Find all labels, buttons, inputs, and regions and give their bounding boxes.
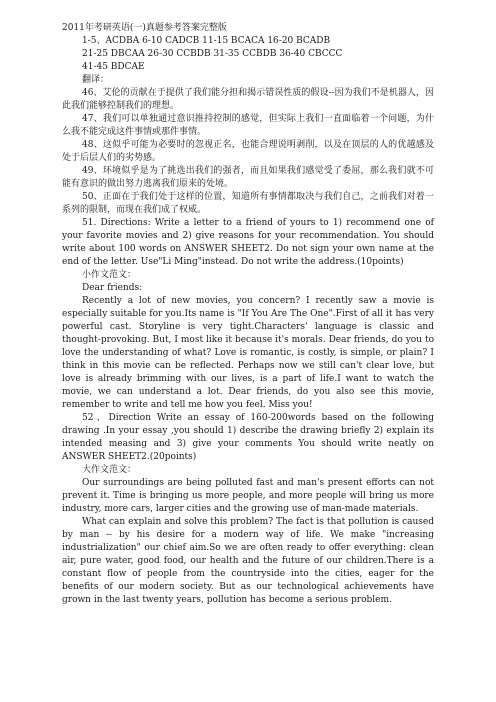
question-52-prompt: 52、Direction Write an essay of 160-200words based on the following drawing .In your essay ,you should 1) describe the drawing briefly 2) explain its intended measing and 3) give your comments You should write neatly on ANSWER SHEET2.(20points): [62, 413, 434, 462]
answer-line: 41-45 BDCAE: [82, 62, 145, 72]
answer-line: 21-25 DBCAA 26-30 CCBDB 31-35 CCBDB 36-40 CBCCC: [82, 49, 343, 59]
translation-item: 50、正面在于我们处于这样的位置，知道所有事情都取决与我们自己，之前我们对着一系列的限制，而现在我们成了权威。: [62, 192, 434, 215]
translation-item: 46、艾伦的贡献在于提供了我们能分担和揭示错误性质的假设--因为我们不是机器人，因此我们能够控制我们的理想。: [62, 88, 434, 111]
translation-item: 49、环境似乎是为了挑选出我们的强者，而且如果我们感觉受了委屈，那么我们就不可能有意识的做出努力逃离我们原来的处境。: [62, 166, 434, 189]
answer-line: 1-5、ACDBA 6-10 CADCB 11-15 BCACA 16-20 BCADB: [82, 36, 331, 46]
document-body: [62, 22, 434, 607]
translation-item: 48、这似乎可能为必要时的忽视正名，也能合理说明剥削，以及在顶层的人的优越感及处于后层人们的劣势感。: [62, 140, 434, 163]
small-essay-label: 小作文范文：: [82, 270, 137, 280]
small-essay-salutation: Dear friends:: [82, 283, 143, 293]
translation-item: 47、我们可以单独通过意识推持控制的感觉，但实际上我们一直面临着一个问题，为什么我不能完成这件事情或那件事情。: [62, 114, 434, 137]
big-essay-label: 大作文范文：: [82, 465, 137, 475]
small-essay-body: Recently a lot of new movies, you concern? I recently saw a movie is especially suitable for you.Its name is "If You Are The One".First of all it has very powerful cast. Storyline is very tight.Characters' language is classic and thought-provoking. But, I most like it because it's morals. Dear friends, do you to love the understanding of what? Love is romantic, is costly, is simple, or plain? I think in this movie can be reflected. Perhaps now we still can't clear love, but love is already brimming with our lives, is a part of life.I want to watch the movie, we can understand a lot. Dear friends, do you also see this movie, remember to write and tell me how you feel. Miss you!: [62, 296, 434, 410]
question-51-prompt: 51. Directions: Write a letter to a friend of yours to 1) recommend one of your favorite movies and 2) give reasons for your recommendation. You should write about 100 words on ANSWER SHEET2. Do not sign your own name at the end of the letter. Use"Li Ming"instead. Do not write the address.(10points): [62, 218, 434, 267]
big-essay-paragraph: What can explain and solve this problem? The fact is that pollution is caused by man -- by his desire for a modern way of life. We make "increasing industrialization" our chief aim.So we are often ready to offer everything: clean air, pure water, good food, our health and the future of our children.There is a constant flow of people from the countryside into the cities, eager for the benefits of our modern society. But as our technological achievements have grown in the last twenty years, pollution has become a serious problem.: [62, 517, 434, 605]
document-title: 2011年考研英语(一)真题参考答案完整版: [62, 23, 227, 33]
big-essay-paragraph: Our surroundings are being polluted fast and man's present efforts can not prevent it. Time is bringing us more people, and more people will bring us more industry, more cars, larger cities and the growing use of man-made materials.: [62, 478, 434, 514]
translation-label: 翻译：: [82, 75, 110, 85]
